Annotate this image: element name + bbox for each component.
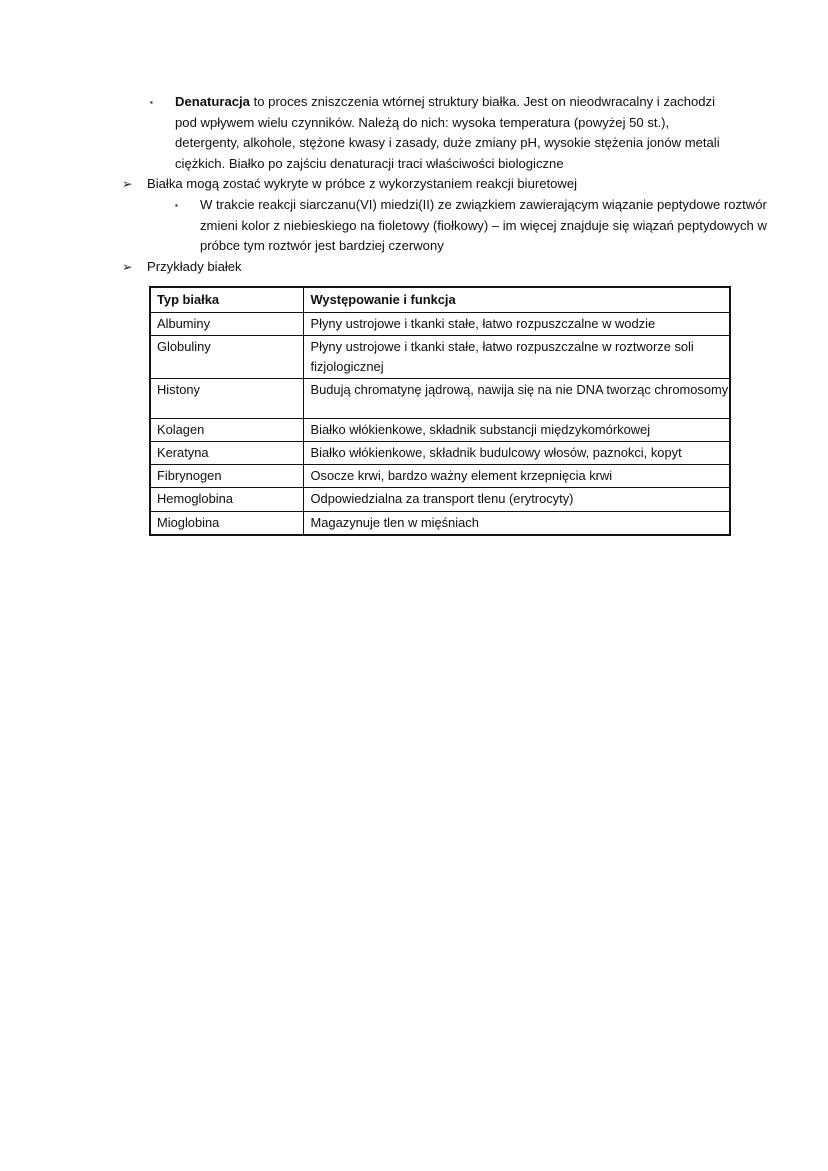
list-item-przyklady-bialek: [122, 257, 730, 278]
cell-protein-type: Albuminy: [150, 313, 303, 336]
table-header-row: [150, 287, 730, 313]
table-row: [150, 378, 730, 418]
cell-protein-description: Białko włókienkowe, składnik budulcowy włosów, paznokci, kopyt: [303, 442, 730, 465]
list-item-text: [175, 94, 720, 171]
arrow-bullet-icon: ➢: [122, 259, 133, 274]
bullet-list-level2-first: [0, 92, 828, 174]
bullet-list-level1: [0, 174, 828, 277]
table-row: [150, 336, 730, 378]
cell-protein-description: Osocze krwi, bardzo ważny element krzepnięcia krwi: [303, 465, 730, 488]
cell-protein-type: Histony: [150, 378, 303, 418]
cell-protein-description: Płyny ustrojowe i tkanki stałe, łatwo rozpuszczalne w wodzie: [303, 313, 730, 336]
table-row: [150, 465, 730, 488]
list-item-reakcja-biuretowa: [122, 174, 767, 256]
square-bullet-icon: ▪: [150, 98, 153, 107]
table-row: [150, 313, 730, 336]
cell-protein-type: Hemoglobina: [150, 488, 303, 511]
table-row: [150, 418, 730, 441]
cell-protein-description: Płyny ustrojowe i tkanki stałe, łatwo rozpuszczalne w roztworze soli fizjologicznej: [303, 336, 730, 378]
cell-protein-description: Białko włókienkowe, składnik substancji międzykomórkowej: [303, 418, 730, 441]
list-item-text: Białka mogą zostać wykryte w próbce z wykorzystaniem reakcji biuretowej: [147, 176, 578, 192]
column-header-function: Występowanie i funkcja: [303, 287, 730, 313]
cell-protein-description: Magazynuje tlen w mięśniach: [303, 511, 730, 535]
denaturacja-description: to proces zniszczenia wtórnej struktury białka. Jest on nieodwracalny i zachodzi pod wpływem wielu czynników. Należą do nich: wysoka temperatura (powyżej 50 st.), detergenty, alkohole, stężone kwasy i zasady, duże zmiany pH, wysokie stężenia jonów metali ciężkich. Białko po zajściu denaturacji traci właściwości biologiczne: [175, 94, 720, 171]
column-header-type: Typ białka: [150, 287, 303, 313]
cell-protein-type: Fibrynogen: [150, 465, 303, 488]
table-body: [150, 313, 730, 535]
protein-examples-table: [149, 286, 731, 536]
protein-table-container: [149, 286, 729, 536]
cell-protein-type: Keratyna: [150, 442, 303, 465]
table-row: [150, 511, 730, 535]
table-row: [150, 442, 730, 465]
square-bullet-icon: ▪: [175, 200, 178, 210]
list-item-przebieg-reakcji: [175, 195, 781, 257]
cell-protein-type: Mioglobina: [150, 511, 303, 535]
cell-protein-type: Globuliny: [150, 336, 303, 378]
cell-protein-type: Kolagen: [150, 418, 303, 441]
list-item-denaturacja: [150, 92, 730, 174]
arrow-bullet-icon: ➢: [122, 177, 133, 192]
document-content: [0, 92, 828, 530]
list-item-text: W trakcie reakcji siarczanu(VI) miedzi(II) ze związkiem zawierającym wiązanie peptydowe roztwór zmieni kolor z niebieskiego na fioletowy (fiołkowy) – im więcej znajduje się wiązań peptydowych w próbce tym roztwór jest bardziej czerwony: [200, 196, 767, 254]
cell-protein-description: Budują chromatynę jądrową, nawija się na nie DNA tworząc chromosomy: [303, 378, 730, 418]
cell-protein-description: Odpowiedzialna za transport tlenu (erytrocyty): [303, 488, 730, 511]
bold-term-denaturacja: Denaturacja: [175, 94, 250, 109]
bullet-list-level2-nested: [147, 195, 767, 257]
list-item-text: Przykłady białek: [147, 258, 242, 274]
table-row: [150, 488, 730, 511]
